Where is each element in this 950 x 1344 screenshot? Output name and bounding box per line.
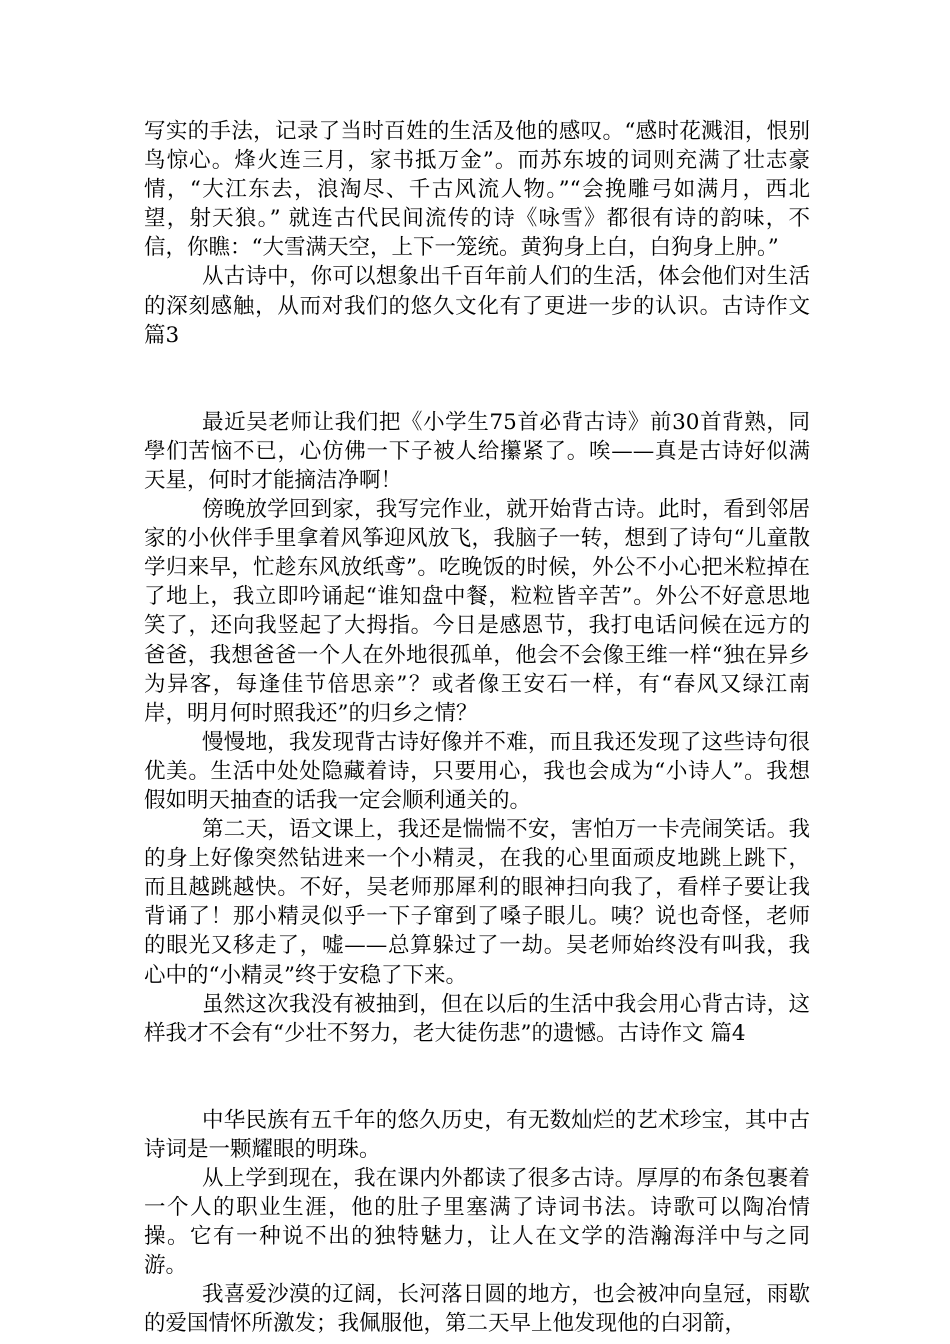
document-page xyxy=(144,117,810,1339)
paragraph-3: 最近吴老师让我们把《小学生75首必背古诗》前30首背熟，同學们苦恼不已，心仿佛一下子被人给攥紧了。唉——真是古诗好似满天星，何时才能摘洁净啊！ xyxy=(144,409,810,493)
paragraph-4: 傍晚放学回到家，我写完作业，就开始背古诗。此时，看到邻居家的小伙伴手里拿着风筝迎风放飞，我脑子一转，想到了诗句“儿童散学归来早，忙趁东风放纸鸢”。吃晚饭的时候，外公不小心把米粒掉在了地上，我立即吟诵起“谁知盘中餐，粒粒皆辛苦”。外公不好意思地笑了，还向我竖起了大拇指。今日是感恩节，我打电话问候在远方的爸爸，我想爸爸一个人在外地很孤单，他会不会像王维一样“独在异乡为异客，每逢佳节倍思亲”？或者像王安石一样，有“春风又绿江南岸，明月何时照我还”的归乡之情？ xyxy=(144,497,810,726)
paragraph-6: 第二天，语文课上，我还是惴惴不安，害怕万一卡壳闹笑话。我的身上好像突然钻进来一个小精灵，在我的心里面顽皮地跳上跳下，而且越跳越快。不好，吴老师那犀利的眼神扫向我了，看样子要让我背诵了！那小精灵似乎一下子窜到了嗓子眼儿。咦？说也奇怪，老师的眼光又移走了，嘘——总算躲过了一劫。吴老师始终没有叫我，我心中的“小精灵”终于安稳了下来。 xyxy=(144,817,810,988)
section-gap xyxy=(144,1048,810,1106)
paragraph-9: 从上学到现在，我在课内外都读了很多古诗。厚厚的布条包裹着一个人的职业生涯，他的肚子里塞满了诗词书法。诗歌可以陶冶情操。它有一种说不出的独特魅力，让人在文学的浩瀚海洋中与之同游。 xyxy=(144,1166,810,1279)
section-gap xyxy=(144,350,810,408)
paragraph-5: 慢慢地，我发现背古诗好像并不难，而且我还发现了这些诗句很优美。生活中处处隐藏着诗，只要用心，我也会成为“小诗人”。我想假如明天抽查的话我一定会顺利通关的。 xyxy=(144,729,810,813)
paragraph-10: 我喜爱沙漠的辽阔，长河落日圆的地方，也会被冲向皇冠，雨歇的爱国情怀所激发；我佩服他，第二天早上他发现他的白羽箭， xyxy=(144,1282,810,1337)
paragraph-7: 虽然这次我没有被抽到，但在以后的生活中我会用心背古诗，这样我才不会有“少壮不努力，老大徒伤悲”的遗憾。古诗作文 篇4 xyxy=(144,991,810,1046)
paragraph-8: 中华民族有五千年的悠久历史，有无数灿烂的艺术珍宝，其中古诗词是一颗耀眼的明珠。 xyxy=(144,1107,810,1162)
paragraph-2: 从古诗中，你可以想象出千百年前人们的生活，体会他们对生活的深刻感触，从而对我们的悠久文化有了更进一步的认识。古诗作文 篇3 xyxy=(144,264,810,348)
paragraph-1: 写实的手法，记录了当时百姓的生活及他的感叹。“感时花溅泪，恨别鸟惊心。烽火连三月，家书抵万金”。而苏东坡的词则充满了壮志豪情，“大江东去，浪淘尽、千古风流人物。”“会挽雕弓如满月，西北望，射天狼。” 就连古代民间流传的诗《咏雪》都很有诗的韵味，不信，你瞧：“大雪满天空，上下一笼统。黄狗身上白，白狗身上肿。” xyxy=(144,119,810,261)
